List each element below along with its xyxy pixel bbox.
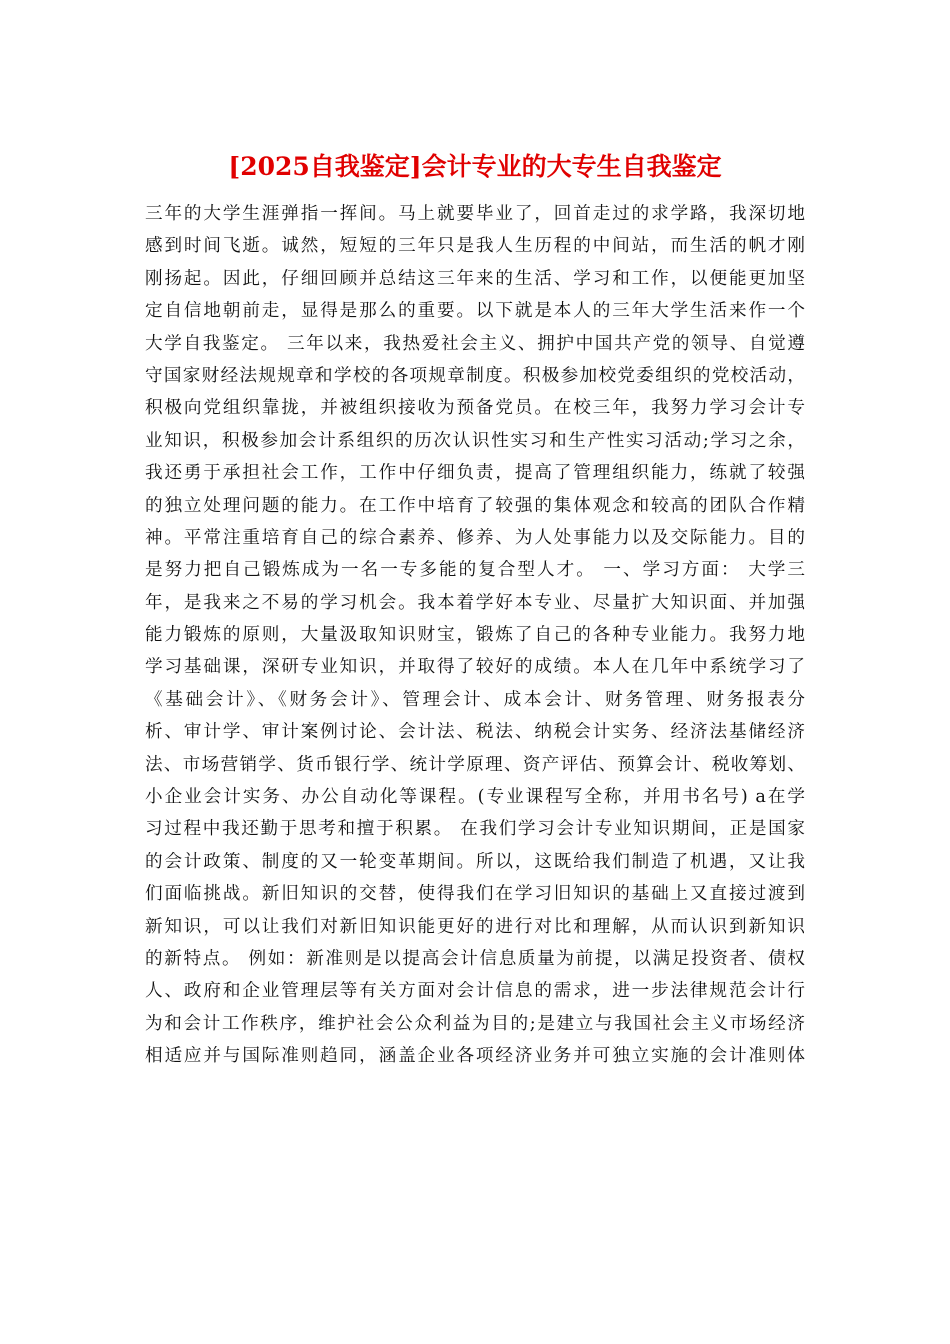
body-line: 为和会计工作秩序，维护社会公众利益为目的;是建立与我国社会主义市场经济 xyxy=(145,1013,805,1034)
body-line: 是努力把自己锻炼成为一名一专多能的复合型人才。 一、学习方面： 大学三 xyxy=(145,560,805,581)
body-line: 神。平常注重培育自己的综合素养、修养、为人处事能力以及交际能力。目的 xyxy=(145,527,805,548)
body-line: 业知识，积极参加会计系组织的历次认识性实习和生产性实习活动;学习之余， xyxy=(145,430,805,451)
body-line: 能力锻炼的原则，大量汲取知识财宝，锻炼了自己的各种专业能力。我努力地 xyxy=(145,625,805,646)
body-line: 人、政府和企业管理层等有关方面对会计信息的需求，进一步法律规范会计行 xyxy=(145,981,805,1002)
body-line: 法、市场营销学、货币银行学、统计学原理、资产评估、预算会计、税收筹划、 xyxy=(145,754,805,775)
body-line: 们面临挑战。新旧知识的交替，使得我们在学习旧知识的基础上又直接过渡到 xyxy=(145,884,805,905)
body-line: 析、审计学、审计案例讨论、会计法、税法、纳税会计实务、经济法基储经济 xyxy=(145,722,805,743)
body-line: 相适应并与国际准则趋同，涵盖企业各项经济业务并可独立实施的会计准则体 xyxy=(145,1046,805,1067)
body-line: 学习基础课，深研专业知识，并取得了较好的成绩。本人在几年中系统学习了 xyxy=(145,657,805,678)
body-line: 年，是我来之不易的学习机会。我本着学好本专业、尽量扩大知识面、并加强 xyxy=(145,592,805,613)
body-line: 《基础会计》、《财务会计》、管理会计、成本会计、财务管理、财务报表分 xyxy=(145,689,805,710)
body-line: 积极向党组织靠拢，并被组织接收为预备党员。在校三年，我努力学习会计专 xyxy=(145,398,805,419)
body-line: 的会计政策、制度的又一轮变革期间。所以，这既给我们制造了机遇，又让我 xyxy=(145,851,805,872)
body-line: 三年的大学生涯弹指一挥间。马上就要毕业了，回首走过的求学路，我深切地 xyxy=(145,204,805,224)
body-line: 新知识，可以让我们对新旧知识能更好的进行对比和理解，从而认识到新知识 xyxy=(145,916,805,937)
body-line: 刚扬起。因此，仔细回顾并总结这三年来的生活、学习和工作，以便能更加坚 xyxy=(145,268,805,289)
body-line: 感到时间飞逝。诚然，短短的三年只是我人生历程的中间站，而生活的帆才刚 xyxy=(145,236,805,257)
body-line: 的独立处理问题的能力。在工作中培育了较强的集体观念和较高的团队合作精 xyxy=(145,495,805,516)
body-line: 的新特点。 例如：新准则是以提高会计信息质量为前提，以满足投资者、债权 xyxy=(145,948,805,969)
body-line: 大学自我鉴定。 三年以来，我热爱社会主义、拥护中国共产党的领导、自觉遵 xyxy=(145,333,805,354)
body-line: 定自信地朝前走，显得是那么的重要。以下就是本人的三年大学生活来作一个 xyxy=(145,301,805,322)
document-title: [2025自我鉴定]会计专业的大专生自我鉴定 xyxy=(228,152,722,181)
body-line: 守国家财经法规规章和学校的各项规章制度。积极参加校党委组织的党校活动， xyxy=(145,365,805,386)
document-body xyxy=(145,198,805,1073)
body-line: 习过程中我还勤于思考和擅于积累。 在我们学习会计专业知识期间，正是国家 xyxy=(145,819,805,840)
body-line: 我还勇于承担社会工作，工作中仔细负责，提高了管理组织能力，练就了较强 xyxy=(145,463,805,484)
body-line: 小企业会计实务、办公自动化等课程。(专业课程写全称，并用书名号) a在学 xyxy=(145,787,805,808)
